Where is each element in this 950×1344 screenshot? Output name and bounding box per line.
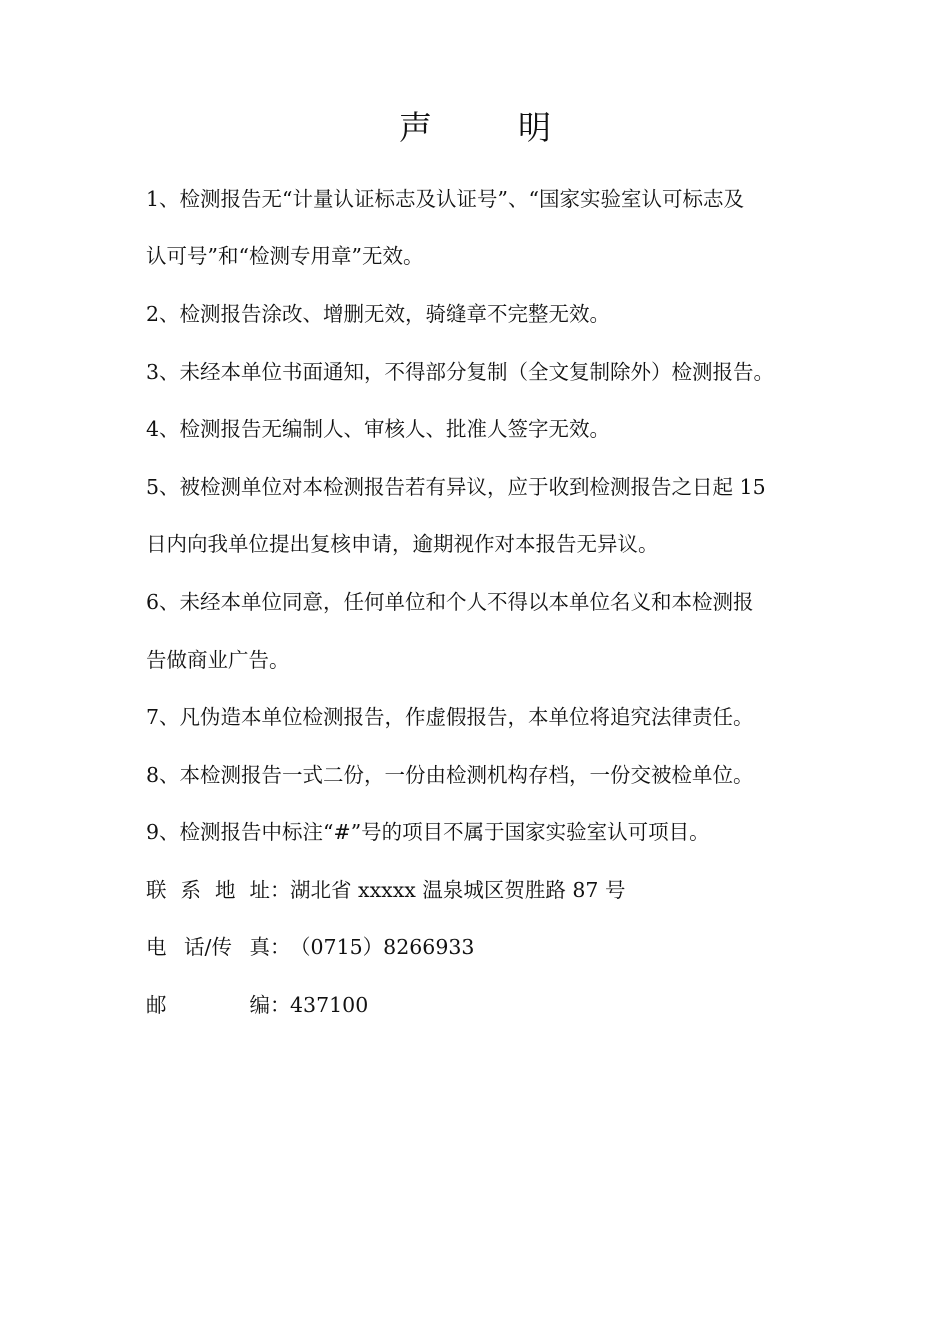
item-1-line-2: 认可号”和“检测专用章”无效。 [146,244,424,268]
item-9: 9、检测报告中标注“#”号的项目不属于国家实验室认可项目。 [146,820,710,844]
item-2: 2、检测报告涂改、增删无效，骑缝章不完整无效。 [146,302,611,326]
item-6-line-2: 告做商业广告。 [146,648,290,672]
contact-address [146,877,625,903]
address-value: 湖北省 xxxxx 温泉城区贺胜路 87 号 [290,878,626,902]
item-8: 8、本检测报告一式二份，一份由检测机构存档，一份交被检单位。 [146,763,754,787]
item-6-line-1: 6、未经本单位同意，任何单位和个人不得以本单位名义和本检测报 [146,590,754,614]
postcode-label: 邮 编 ： [146,993,291,1017]
item-5-line-2: 日内向我单位提出复核申请，逾期视作对本报告无异议。 [146,532,659,556]
postcode-value: 437100 [290,993,369,1017]
item-5-line-1: 5、被检测单位对本检测报告若有异议，应于收到检测报告之日起 15 [146,475,766,499]
phone-label: 电 话/传 真 ： [146,935,291,959]
title-char-2: 明 [518,108,551,147]
item-3: 3、未经本单位书面通知，不得部分复制（全文复制除外）检测报告。 [146,360,775,384]
contact-postcode [146,992,368,1018]
contact-phone [146,934,474,960]
title-char-1: 声 [399,108,432,147]
item-1-line-1: 1、检测报告无“计量认证标志及认证号”、“国家实验室认可标志及 [146,187,744,211]
page-title [0,102,950,149]
item-7: 7、凡伪造本单位检测报告，作虚假报告，本单位将追究法律责任。 [146,705,754,729]
phone-value: （0715）8266933 [290,935,475,959]
address-label: 联 系 地 址 ： [146,878,291,902]
item-4: 4、检测报告无编制人、审核人、批准人签字无效。 [146,417,611,441]
